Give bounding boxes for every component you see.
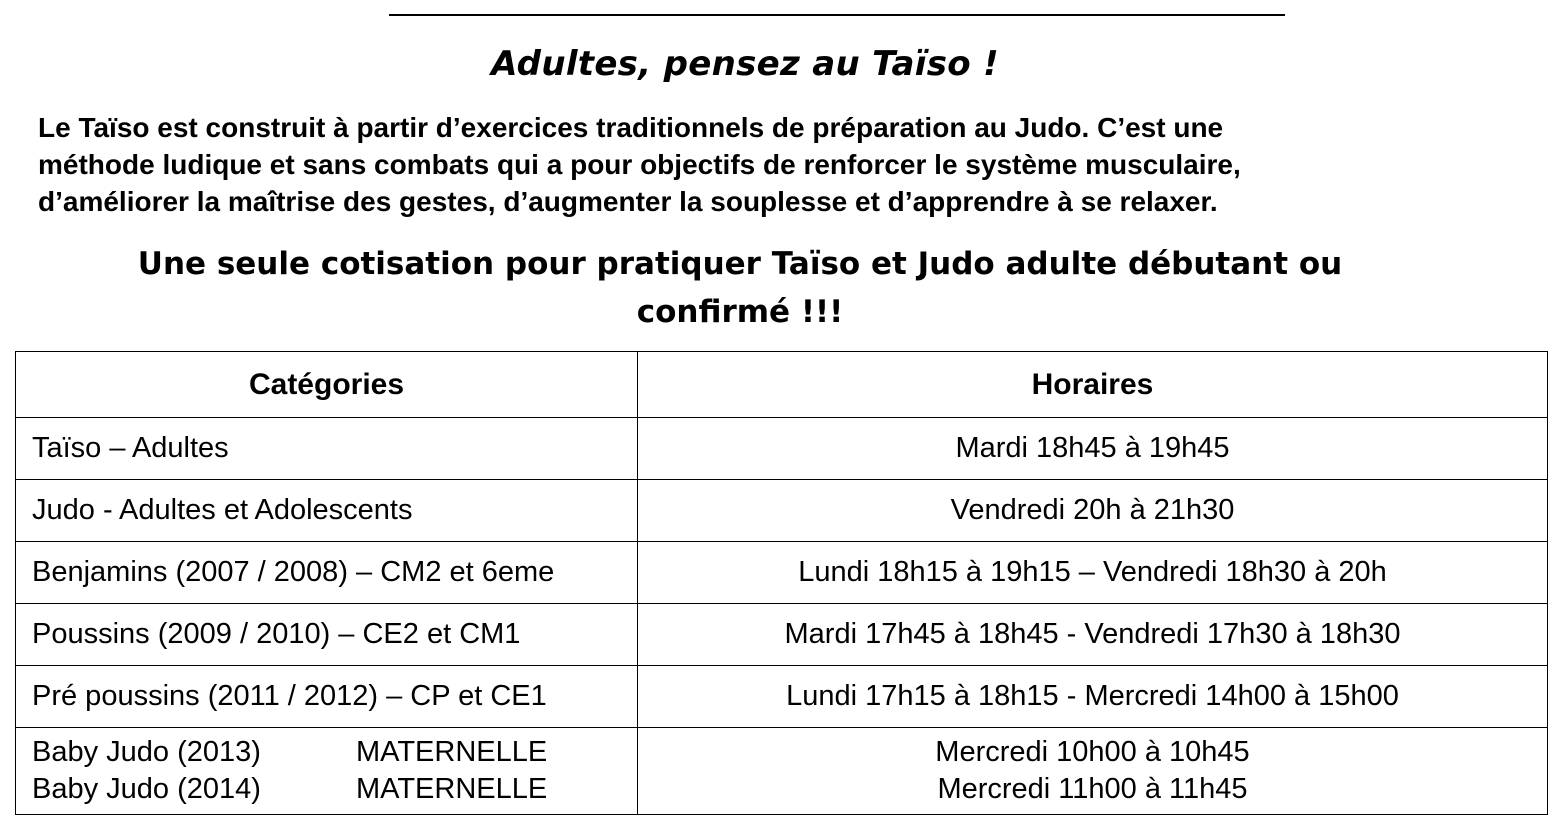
table-header-row xyxy=(16,352,1548,418)
baby-hours: Mercredi 11h00 à 11h45 xyxy=(937,773,1248,805)
category-cell: Poussins (2009 / 2010) – CE2 et CM1 xyxy=(16,604,638,666)
table-row xyxy=(16,542,1548,604)
baby-line xyxy=(32,771,621,808)
intro-line: d’améliorer la maîtrise des gestes, d’augmenter la souplesse et d’apprendre à se relaxer. xyxy=(38,186,1218,217)
category-cell: Pré poussins (2011 / 2012) – CP et CE1 xyxy=(16,666,638,728)
slogan-line: Une seule cotisation pour pratiquer Taïso et Judo adulte débutant ou xyxy=(137,246,1343,282)
table-row xyxy=(16,418,1548,480)
slogan-line: confirmé !!! xyxy=(636,294,844,330)
schedule-table xyxy=(15,351,1548,815)
hours-cell: Lundi 18h15 à 19h15 – Vendredi 18h30 à 20h xyxy=(638,542,1548,604)
category-cell: Taïso – Adultes xyxy=(16,418,638,480)
category-cell: Benjamins (2007 / 2008) – CM2 et 6eme xyxy=(16,542,638,604)
category-cell-baby xyxy=(16,728,638,815)
baby-level: MATERNELLE xyxy=(356,773,548,805)
hours-cell: Lundi 17h15 à 18h15 - Mercredi 14h00 à 15h00 xyxy=(638,666,1548,728)
category-cell: Judo - Adultes et Adolescents xyxy=(16,480,638,542)
page-title: Adultes, pensez au Taïso ! xyxy=(491,44,999,84)
table-row xyxy=(16,480,1548,542)
baby-line xyxy=(32,734,621,771)
table-row xyxy=(16,604,1548,666)
slogan-heading xyxy=(40,240,1440,336)
intro-paragraph xyxy=(38,109,1548,220)
hours-cell-baby xyxy=(638,728,1548,815)
top-divider-line xyxy=(389,14,1285,16)
baby-hours: Mercredi 10h00 à 10h45 xyxy=(935,736,1250,768)
hours-cell: Mardi 17h45 à 18h45 - Vendredi 17h30 à 18h30 xyxy=(638,604,1548,666)
table-row xyxy=(16,666,1548,728)
table-row-baby-judo xyxy=(16,728,1548,815)
intro-line: Le Taïso est construit à partir d’exercices traditionnels de préparation au Judo. C’est une xyxy=(38,112,1224,143)
hours-cell: Vendredi 20h à 21h30 xyxy=(638,480,1548,542)
header-horaires: Horaires xyxy=(638,352,1548,418)
baby-name: Baby Judo (2014) xyxy=(32,773,261,805)
baby-level: MATERNELLE xyxy=(356,736,548,768)
header-categories: Catégories xyxy=(16,352,638,418)
hours-cell: Mardi 18h45 à 19h45 xyxy=(638,418,1548,480)
baby-name: Baby Judo (2013) xyxy=(32,736,261,768)
intro-line: méthode ludique et sans combats qui a pour objectifs de renforcer le système musculaire, xyxy=(38,149,1241,180)
